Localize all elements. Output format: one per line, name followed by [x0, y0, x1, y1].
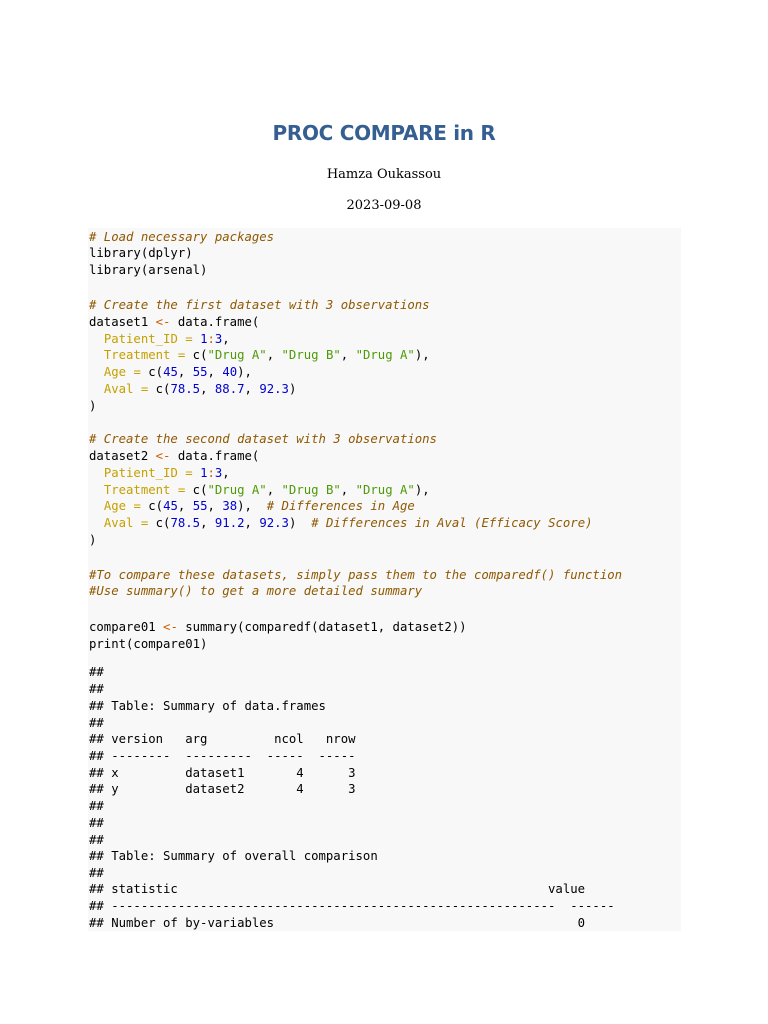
argument-name: Aval — [103, 382, 134, 396]
punctuation: ), — [414, 348, 430, 362]
code-line — [89, 364, 252, 380]
number-literal: 91.2 — [214, 516, 245, 530]
string-literal: "Drug A" — [207, 483, 267, 497]
code-line: ) — [89, 399, 97, 413]
equals-operator: = — [133, 499, 141, 513]
output-line: ## Table: Summary of data.frames — [89, 699, 326, 713]
output-line: ## — [89, 866, 104, 880]
code-comment: # Differences in Age — [266, 499, 415, 513]
code-line — [89, 347, 430, 363]
code-line — [89, 583, 422, 599]
argument-name: Patient_ID — [103, 466, 178, 480]
argument-name: Age — [103, 499, 127, 513]
punctuation: , — [177, 499, 193, 513]
function-call: data.frame( — [170, 449, 260, 463]
function-call: c( — [148, 365, 164, 379]
output-line: ## x dataset1 4 3 — [89, 766, 356, 780]
output-line: ## — [89, 816, 104, 830]
number-literal: 78.5 — [170, 382, 201, 396]
punctuation: , — [222, 332, 230, 346]
code-line — [89, 381, 296, 397]
equals-operator: = — [177, 483, 186, 497]
number-literal: 40 — [222, 365, 238, 379]
code-line — [89, 297, 430, 313]
code-comment: # Create the second dataset with 3 observations — [89, 432, 437, 446]
number-literal: 3 — [214, 332, 223, 346]
number-literal: 55 — [192, 499, 208, 513]
punctuation: ) — [288, 382, 297, 396]
assign-operator: <- — [163, 620, 178, 634]
punctuation: , — [207, 499, 223, 513]
equals-operator: = — [177, 348, 186, 362]
output-line: ## -------- --------- ----- ----- — [89, 749, 356, 763]
equals-operator: = — [185, 466, 193, 480]
string-literal: "Drug A" — [355, 483, 415, 497]
punctuation: ), — [414, 483, 430, 497]
function-call: summary(comparedf(dataset1, dataset2)) — [177, 620, 467, 634]
punctuation: , — [222, 466, 230, 480]
output-line: ## ------------------------------------------------------------ ------ — [89, 899, 615, 913]
string-literal: "Drug B" — [281, 348, 341, 362]
equals-operator: = — [140, 516, 149, 530]
code-comment: # Create the first dataset with 3 observations — [89, 298, 430, 312]
number-literal: 92.3 — [259, 382, 289, 396]
output-line: ## — [89, 682, 104, 696]
string-literal: "Drug B" — [281, 483, 341, 497]
function-call: c( — [192, 348, 208, 362]
output-line: ## — [89, 716, 104, 730]
string-literal: "Drug A" — [207, 348, 267, 362]
variable-name: dataset1 — [89, 315, 149, 329]
variable-name: dataset2 — [89, 449, 149, 463]
function-call: c( — [192, 483, 208, 497]
number-literal: 55 — [192, 365, 208, 379]
code-line — [89, 431, 437, 447]
code-line — [89, 229, 274, 245]
code-line: library(dplyr) — [89, 246, 193, 260]
string-literal: "Drug A" — [355, 348, 415, 362]
argument-name: Aval — [103, 516, 134, 530]
number-literal: 3 — [214, 466, 223, 480]
code-line — [89, 314, 259, 330]
punctuation: , — [266, 483, 282, 497]
punctuation: , — [177, 365, 193, 379]
punctuation: ), — [237, 365, 252, 379]
function-call: c( — [148, 499, 164, 513]
number-literal: 78.5 — [170, 516, 201, 530]
equals-operator: = — [140, 382, 149, 396]
document-date: 2023-09-08 — [346, 198, 422, 213]
output-line: ## statistic value — [89, 882, 586, 896]
equals-operator: = — [185, 332, 193, 346]
code-line — [89, 448, 259, 464]
code-comment: # Load necessary packages — [89, 230, 275, 244]
number-literal: 88.7 — [214, 382, 245, 396]
function-call: c( — [155, 516, 171, 530]
document-author: Hamza Oukassou — [326, 167, 442, 182]
number-literal: 38 — [222, 499, 238, 513]
code-line: library(arsenal) — [89, 263, 208, 277]
output-line: ## — [89, 665, 104, 679]
colon-operator: : — [207, 466, 215, 480]
assign-operator: <- — [155, 315, 171, 329]
output-line: ## — [89, 833, 104, 847]
code-comment: # Differences in Aval (Efficacy Score) — [311, 516, 593, 530]
punctuation: , — [340, 348, 356, 362]
argument-name: Treatment — [103, 483, 171, 497]
code-line — [89, 498, 415, 514]
number-literal: 1 — [200, 332, 208, 346]
punctuation: , — [200, 516, 215, 530]
output-line: ## y dataset2 4 3 — [89, 782, 356, 796]
code-line — [89, 465, 230, 481]
function-call: data.frame( — [170, 315, 260, 329]
function-call: c( — [155, 382, 171, 396]
variable-name: compare01 — [89, 620, 156, 634]
code-line: ) — [89, 533, 97, 547]
argument-name: Treatment — [103, 348, 171, 362]
document-title: PROC COMPARE in R — [272, 121, 496, 145]
number-literal: 45 — [163, 499, 178, 513]
number-literal: 45 — [163, 365, 178, 379]
output-line: ## version arg ncol nrow — [89, 732, 356, 746]
code-comment: #To compare these datasets, simply pass them to the comparedf() function — [89, 568, 623, 582]
code-line — [89, 567, 622, 583]
punctuation: , — [244, 382, 260, 396]
code-line: print(compare01) — [89, 637, 208, 651]
equals-operator: = — [133, 365, 141, 379]
punctuation: ) — [288, 516, 297, 530]
code-line — [89, 619, 467, 635]
code-line — [89, 331, 230, 347]
code-line — [89, 515, 593, 531]
punctuation: , — [266, 348, 282, 362]
number-literal: 92.3 — [259, 516, 289, 530]
argument-name: Age — [103, 365, 127, 379]
punctuation: , — [200, 382, 215, 396]
assign-operator: <- — [155, 449, 171, 463]
code-comment: #Use summary() to get a more detailed summary — [89, 584, 423, 598]
code-line — [89, 482, 430, 498]
colon-operator: : — [207, 332, 215, 346]
punctuation: ), — [237, 499, 252, 513]
output-line: ## — [89, 799, 104, 813]
argument-name: Patient_ID — [103, 332, 178, 346]
punctuation: , — [207, 365, 223, 379]
output-line: ## Table: Summary of overall comparison — [89, 849, 378, 863]
output-line: ## Number of by-variables 0 — [89, 916, 586, 930]
punctuation: , — [340, 483, 356, 497]
punctuation: , — [244, 516, 260, 530]
number-literal: 1 — [200, 466, 208, 480]
